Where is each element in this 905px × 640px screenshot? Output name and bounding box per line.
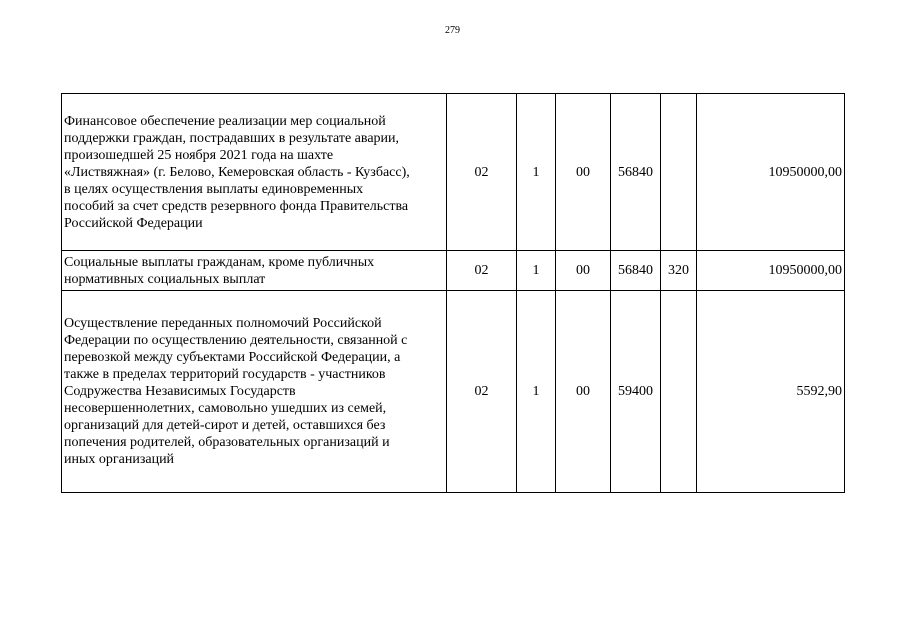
section-code: 02: [447, 291, 517, 493]
program-code: 1: [517, 94, 556, 251]
direction-code: 59400: [611, 291, 661, 493]
program-code: 1: [517, 291, 556, 493]
subprogram-code: 00: [556, 251, 611, 291]
row-description: Осуществление переданных полномочий Российской Федерации по осуществлению деятельности, связанной с перевозкой между субъектами Российской Федерации, а также в пределах территорий государств - участников Содружества Независимых Государств несовершеннолетних, самовольно ушедших из семей, организаций для детей-сирот и детей, оставшихся без попечения родителей, образовательных организаций и иных организаций: [62, 291, 447, 493]
budget-table: [61, 93, 845, 493]
amount: 10950000,00: [697, 251, 845, 291]
program-code: 1: [517, 251, 556, 291]
expense-type-code: [661, 291, 697, 493]
row-description: Финансовое обеспечение реализации мер социальной поддержки граждан, пострадавших в результате аварии, произошедшей 25 ноября 2021 года на шахте «Листвяжная» (г. Белово, Кемеровская область - Кузбасс), в целях осуществления выплаты единовременных пособий за счет средств резервного фонда Правительства Российской Федерации: [62, 94, 447, 251]
subprogram-code: 00: [556, 291, 611, 493]
expense-type-code: [661, 94, 697, 251]
row-description: Социальные выплаты гражданам, кроме публичных нормативных социальных выплат: [62, 251, 447, 291]
section-code: 02: [447, 94, 517, 251]
subprogram-code: 00: [556, 94, 611, 251]
table-row: [62, 94, 845, 251]
direction-code: 56840: [611, 251, 661, 291]
amount: 5592,90: [697, 291, 845, 493]
table-row: [62, 251, 845, 291]
amount: 10950000,00: [697, 94, 845, 251]
direction-code: 56840: [611, 94, 661, 251]
page-number: 279: [445, 25, 460, 36]
expense-type-code: 320: [661, 251, 697, 291]
section-code: 02: [447, 251, 517, 291]
table-row: [62, 291, 845, 493]
